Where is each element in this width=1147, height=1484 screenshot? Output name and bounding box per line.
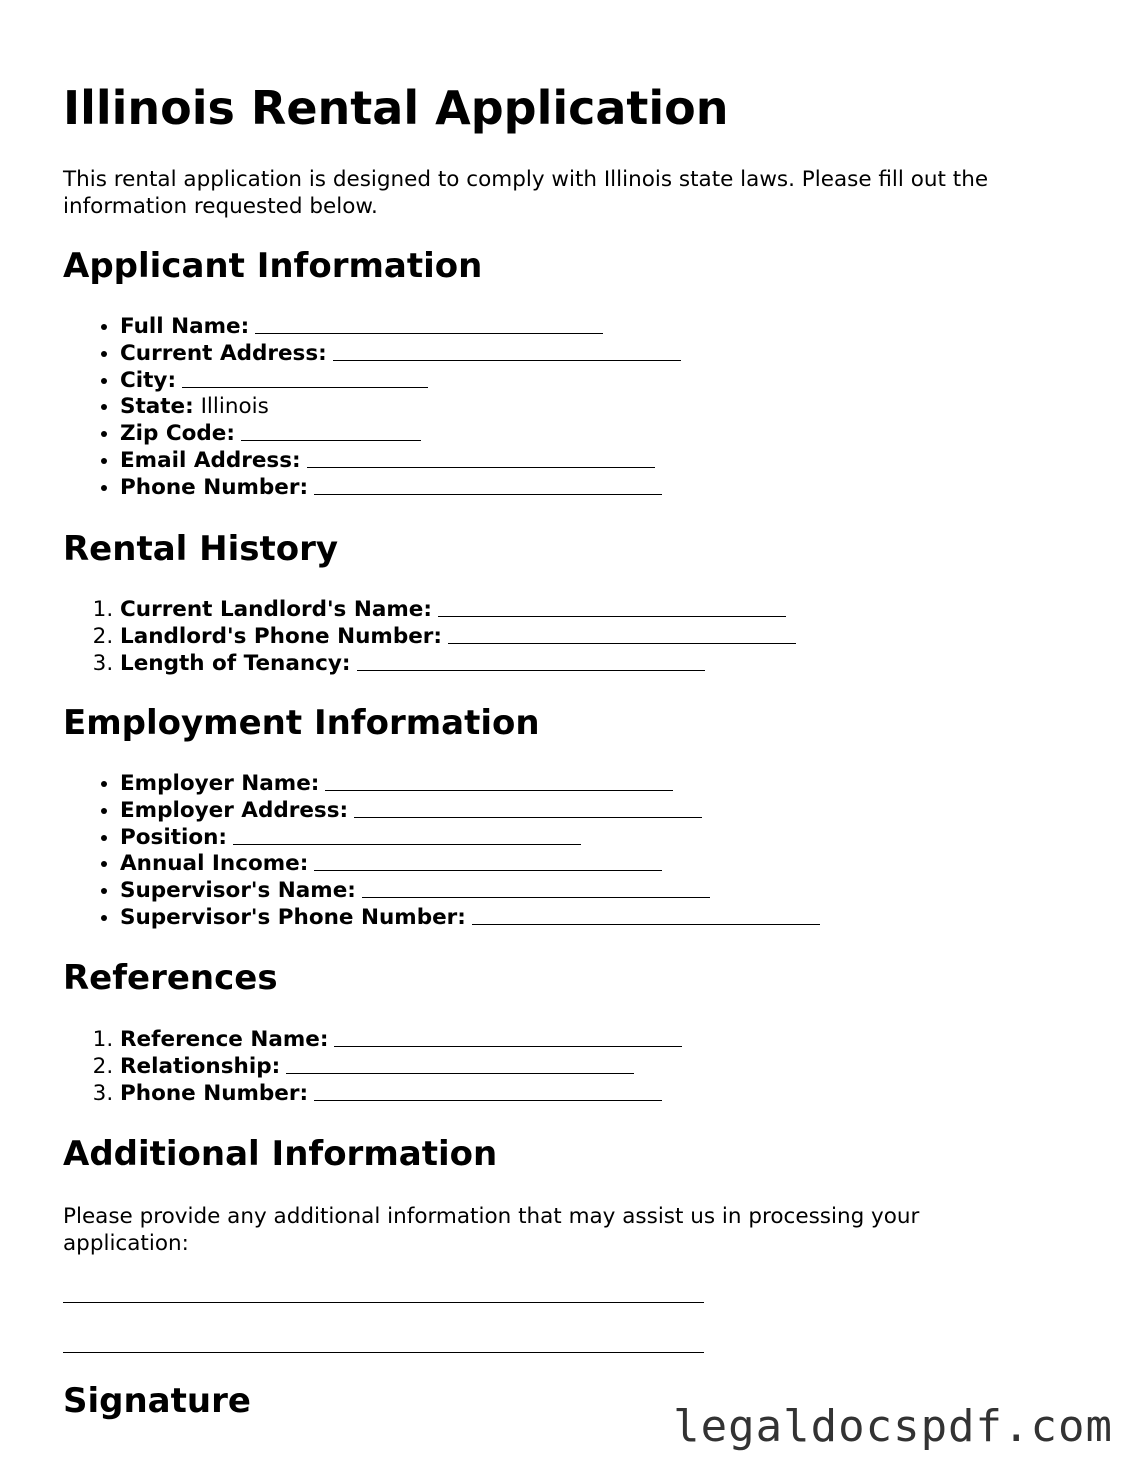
field-label: Supervisor's Phone Number: — [120, 904, 466, 930]
list-item — [120, 368, 681, 395]
supervisor-name-field[interactable] — [362, 897, 710, 898]
zip-code-field[interactable] — [241, 440, 421, 441]
list-item — [120, 597, 796, 624]
list-item — [120, 878, 820, 905]
additional-text: Please provide any additional information that may assist us in processing your application: — [63, 1204, 920, 1256]
list-item — [120, 624, 796, 651]
field-label: City: — [120, 367, 177, 393]
signature-heading: Signature — [63, 1381, 251, 1421]
additional-info-line-1[interactable] — [63, 1302, 704, 1303]
field-label: State: — [120, 394, 194, 420]
applicant-heading: Applicant Information — [63, 246, 483, 286]
rental-history-fields — [63, 597, 796, 677]
field-label: Length of Tenancy: — [120, 650, 351, 676]
list-item — [120, 1081, 682, 1108]
field-label: Current Address: — [120, 340, 327, 366]
list-item — [120, 905, 820, 932]
field-label: Landlord's Phone Number: — [120, 623, 442, 649]
state-value: Illinois — [200, 394, 269, 420]
field-label: Reference Name: — [120, 1027, 329, 1052]
rental-history-heading: Rental History — [63, 529, 339, 569]
watermark: legaldocspdf.com — [673, 1401, 1113, 1452]
position-field[interactable] — [233, 844, 581, 845]
intro-text: This rental application is designed to comply with Illinois state laws. Please fill out the information requested below. — [63, 167, 989, 219]
city-field[interactable] — [182, 387, 428, 388]
landlord-name-field[interactable] — [438, 616, 786, 617]
employment-heading: Employment Information — [63, 703, 540, 743]
references-heading: References — [63, 958, 278, 998]
field-label: Current Landlord's Name: — [120, 597, 432, 622]
field-label: Position: — [120, 824, 228, 850]
additional-info-line-2[interactable] — [63, 1352, 704, 1353]
field-label: Phone Number: — [120, 474, 309, 500]
list-item — [120, 651, 796, 678]
phone-number-field[interactable] — [314, 494, 662, 495]
field-label: Phone Number: — [120, 1080, 309, 1106]
tenancy-length-field[interactable] — [357, 670, 705, 671]
additional-heading: Additional Information — [63, 1134, 498, 1174]
employer-name-field[interactable] — [325, 790, 673, 791]
full-name-field[interactable] — [255, 333, 603, 334]
list-item — [120, 314, 681, 341]
list-item — [120, 771, 820, 798]
relationship-field[interactable] — [286, 1073, 634, 1074]
list-item — [120, 1054, 682, 1081]
field-label: Employer Name: — [120, 771, 320, 796]
field-label: Email Address: — [120, 447, 301, 473]
list-item — [120, 798, 820, 825]
list-item — [120, 394, 681, 421]
current-address-field[interactable] — [333, 360, 681, 361]
list-item — [120, 1027, 682, 1054]
annual-income-field[interactable] — [314, 870, 662, 871]
list-item — [120, 475, 681, 502]
references-fields — [63, 1027, 682, 1107]
list-item — [120, 851, 820, 878]
field-label: Zip Code: — [120, 421, 235, 447]
applicant-fields — [63, 314, 681, 502]
field-label: Supervisor's Name: — [120, 878, 356, 904]
reference-name-field[interactable] — [334, 1046, 682, 1047]
employer-address-field[interactable] — [354, 817, 702, 818]
field-label: Annual Income: — [120, 851, 309, 877]
supervisor-phone-field[interactable] — [472, 924, 820, 925]
list-item — [120, 825, 820, 852]
field-label: Employer Address: — [120, 797, 349, 823]
reference-phone-field[interactable] — [314, 1100, 662, 1101]
list-item — [120, 421, 681, 448]
employment-fields — [63, 771, 820, 932]
list-item — [120, 448, 681, 475]
field-label: Relationship: — [120, 1053, 281, 1079]
email-address-field[interactable] — [307, 467, 655, 468]
list-item — [120, 341, 681, 368]
page-title: Illinois Rental Application — [63, 81, 729, 135]
landlord-phone-field[interactable] — [448, 643, 796, 644]
field-label: Full Name: — [120, 314, 250, 339]
